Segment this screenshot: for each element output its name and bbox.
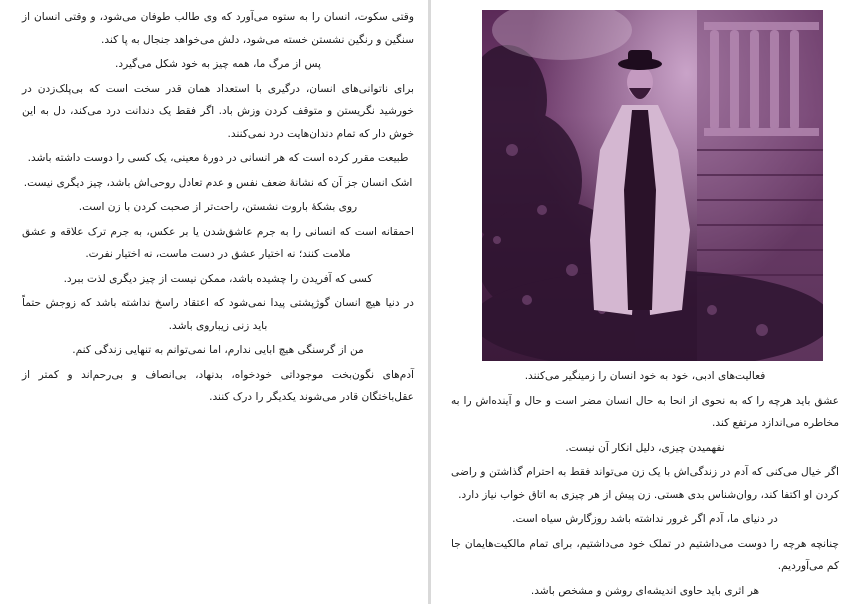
quote-paragraph: آدم‌های نگون‌بخت موجوداتی خودخواه، بدنهاد، بی‌انصاف و بی‌رحم‌اند و کمتر از عقل‌باختگان قادر می‌شوند یکدیگر را درک کنند. (22, 368, 414, 403)
quote-paragraph: فعالیت‌های ادبی، خود به خود انسان را زمینگیر می‌کنند. (524, 370, 766, 382)
quote-paragraph: در دنیای ما، آدم اگر غرور نداشته باشد روزگارش سیاه است. (512, 513, 778, 525)
quote-paragraph: هر اثری باید حاوی اندیشه‌ای روشن و مشخص باشد. (530, 584, 760, 597)
quote-paragraph: اشک انسان جز آن که نشانهٔ ضعف نفس و عدم تعادل روحی‌اش باشد، چیز دیگری نیست. (23, 176, 413, 189)
left-page-text (22, 6, 414, 411)
quote-paragraph: روی بشکهٔ باروت نشستن، راحت‌تر از صحبت کردن با زن است. (78, 201, 358, 213)
right-page (431, 0, 859, 604)
quote-paragraph: در دنیا هیچ انسان گوژپشتی پیدا نمی‌شود که اعتقاد راسخ نداشته باشد که زوجش حتماً باید زنی زیباروی باشد. (22, 297, 414, 332)
quote-paragraph: طبیعت مقرر کرده است که هر انسانی در دورهٔ معینی، یک کسی را دوست داشته باشد. (27, 152, 409, 164)
quote-paragraph: عشق باید هرچه را که به نحوی از انحا به حال انسان مضر است و حال و آینده‌اش را به مخاطره می‌اندازد مرتفع کند. (451, 394, 839, 429)
quote-paragraph: کسی که آفریدن را چشیده باشد، ممکن نیست از چیز دیگری لذت ببرد. (63, 272, 373, 285)
left-page (0, 0, 428, 604)
quote-paragraph: برای ناتوانی‌های انسان، درگیری با استعداد همان قدر سخت است که بی‌پلک‌زدن در خورشید نگریستن و متوقف کردن وزش باد. اگر فقط یک دندانت درد می‌کند، دل به این خوش دار که تمام دندان‌هایت درد نمی‌کنند. (22, 82, 414, 140)
quote-paragraph: احمقانه است که انسانی را به جرم عاشق‌شدن یا بر عکس، به جرم ترک علاقه و عشق ملامت کنند؛ نه اختیار عشق در دست ماست، نه اختیار نفرت. (22, 225, 414, 260)
right-page-text (451, 365, 839, 604)
portrait-photo-icon (482, 10, 823, 361)
portrait-photo (482, 10, 823, 361)
quote-paragraph: چنانچه هرچه را دوست می‌داشتیم در تملک خود می‌داشتیم، برای تمام مالکیت‌هایمان جا کم می‌آوردیم. (451, 537, 839, 572)
quote-paragraph: من از گرسنگی هیچ ابایی ندارم، اما نمی‌توانم به تنهایی زندگی کنم. (72, 344, 364, 356)
quote-paragraph: پس از مرگ ما، همه چیز به خود شکل می‌گیرد. (115, 58, 321, 70)
quote-paragraph: اگر خیال می‌کنی که آدم در زندگی‌اش با یک زن می‌تواند فقط به احترام گذاشتن و راضی کردن او اکتفا کند، روان‌شناس بدی هستی. زن پیش از هر چیزی به اتاق خواب نیاز دارد. (451, 466, 839, 501)
quote-paragraph: نفهمیدن چیزی، دلیل انکار آن نیست. (565, 441, 725, 454)
quote-paragraph: وقتی سکوت، انسان را به ستوه می‌آورد که وی طالب طوفان می‌شود، و وقتی انسان از سنگین و رنگین نشستن خسته می‌شود، دلش می‌خواهد جنجال به پا کند. (22, 11, 414, 46)
